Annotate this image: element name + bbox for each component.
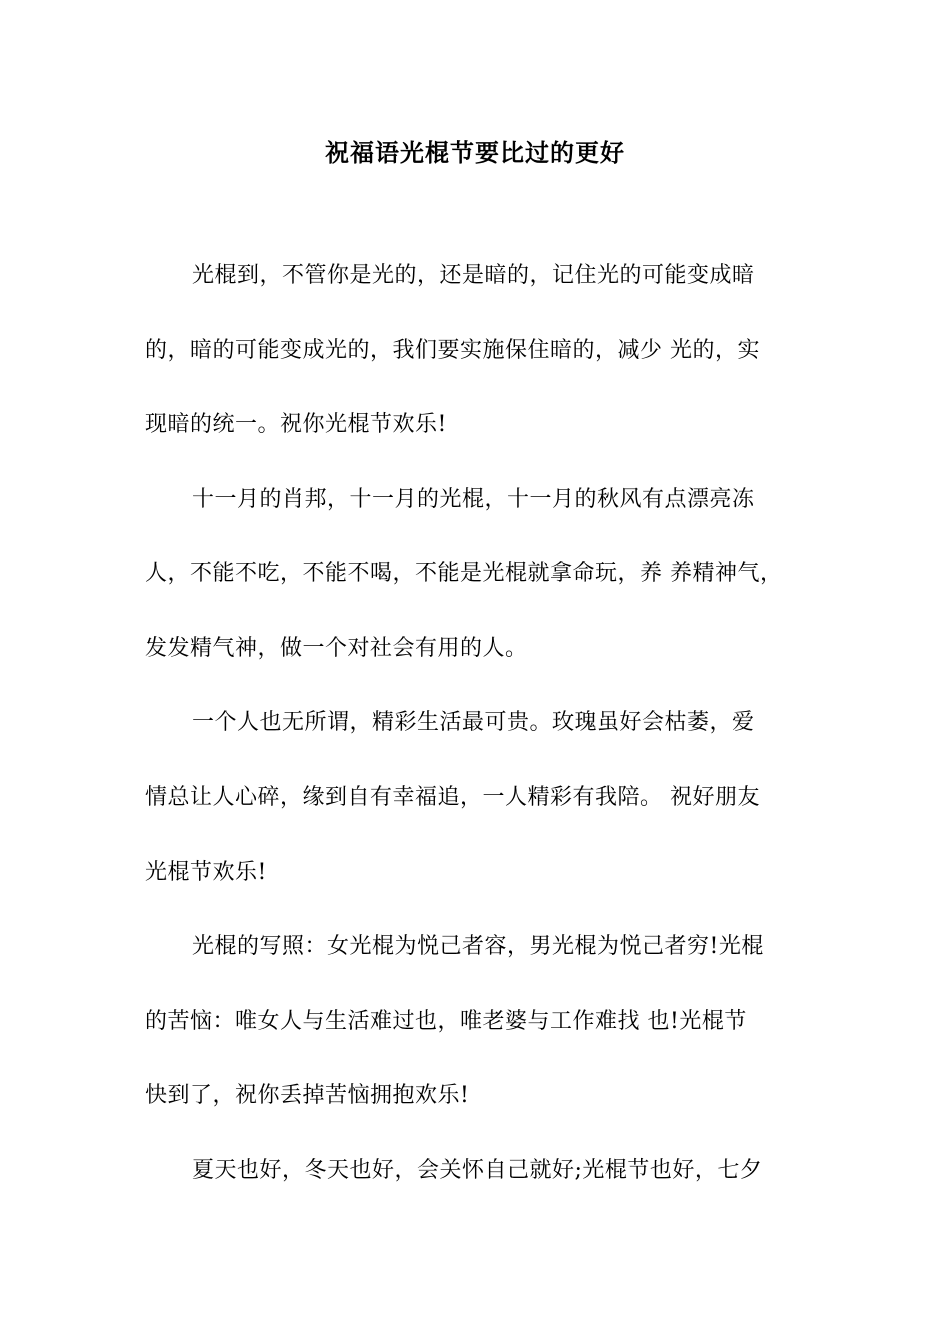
- document-title: 祝福语光棍节要比过的更好: [325, 139, 625, 167]
- paragraph-4-line-3: 快到了，祝你丢掉苦恼拥抱欢乐!: [145, 1083, 470, 1108]
- paragraph-3-line-3: 光棍节欢乐!: [145, 860, 267, 885]
- paragraph-2-line-3: 发发精气神，做一个对社会有用的人。: [145, 636, 528, 661]
- paragraph-1-line-3: 现暗的统一。祝你光棍节欢乐!: [145, 412, 447, 437]
- paragraph-2-line-2: 人，不能不吃，不能不喝，不能是光棍就拿命玩，养 养精神气，: [145, 561, 783, 586]
- paragraph-4-line-2: 的苦恼：唯女人与生活难过也，唯老婆与工作难找 也!光棍节: [145, 1009, 747, 1034]
- paragraph-4-line-1: 光棍的写照：女光棍为悦己者容，男光棍为悦己者穷!光棍: [192, 934, 764, 959]
- paragraph-3-line-1: 一个人也无所谓，精彩生活最可贵。玫瑰虽好会枯萎，爱: [192, 710, 755, 735]
- paragraph-1-line-2: 的，暗的可能变成光的，我们要实施保住暗的，减少 光的，实: [145, 338, 760, 363]
- paragraph-5-line-1: 夏天也好，冬天也好，会关怀自己就好;光棍节也好，七夕: [192, 1158, 763, 1183]
- paragraph-1-line-1: 光棍到，不管你是光的，还是暗的，记住光的可能变成暗: [192, 263, 755, 288]
- paragraph-3-line-2: 情总让人心碎，缘到自有幸福追，一人精彩有我陪。 祝好朋友: [145, 785, 760, 810]
- paragraph-2-line-1: 十一月的肖邦，十一月的光棍，十一月的秋风有点漂亮冻: [192, 487, 755, 512]
